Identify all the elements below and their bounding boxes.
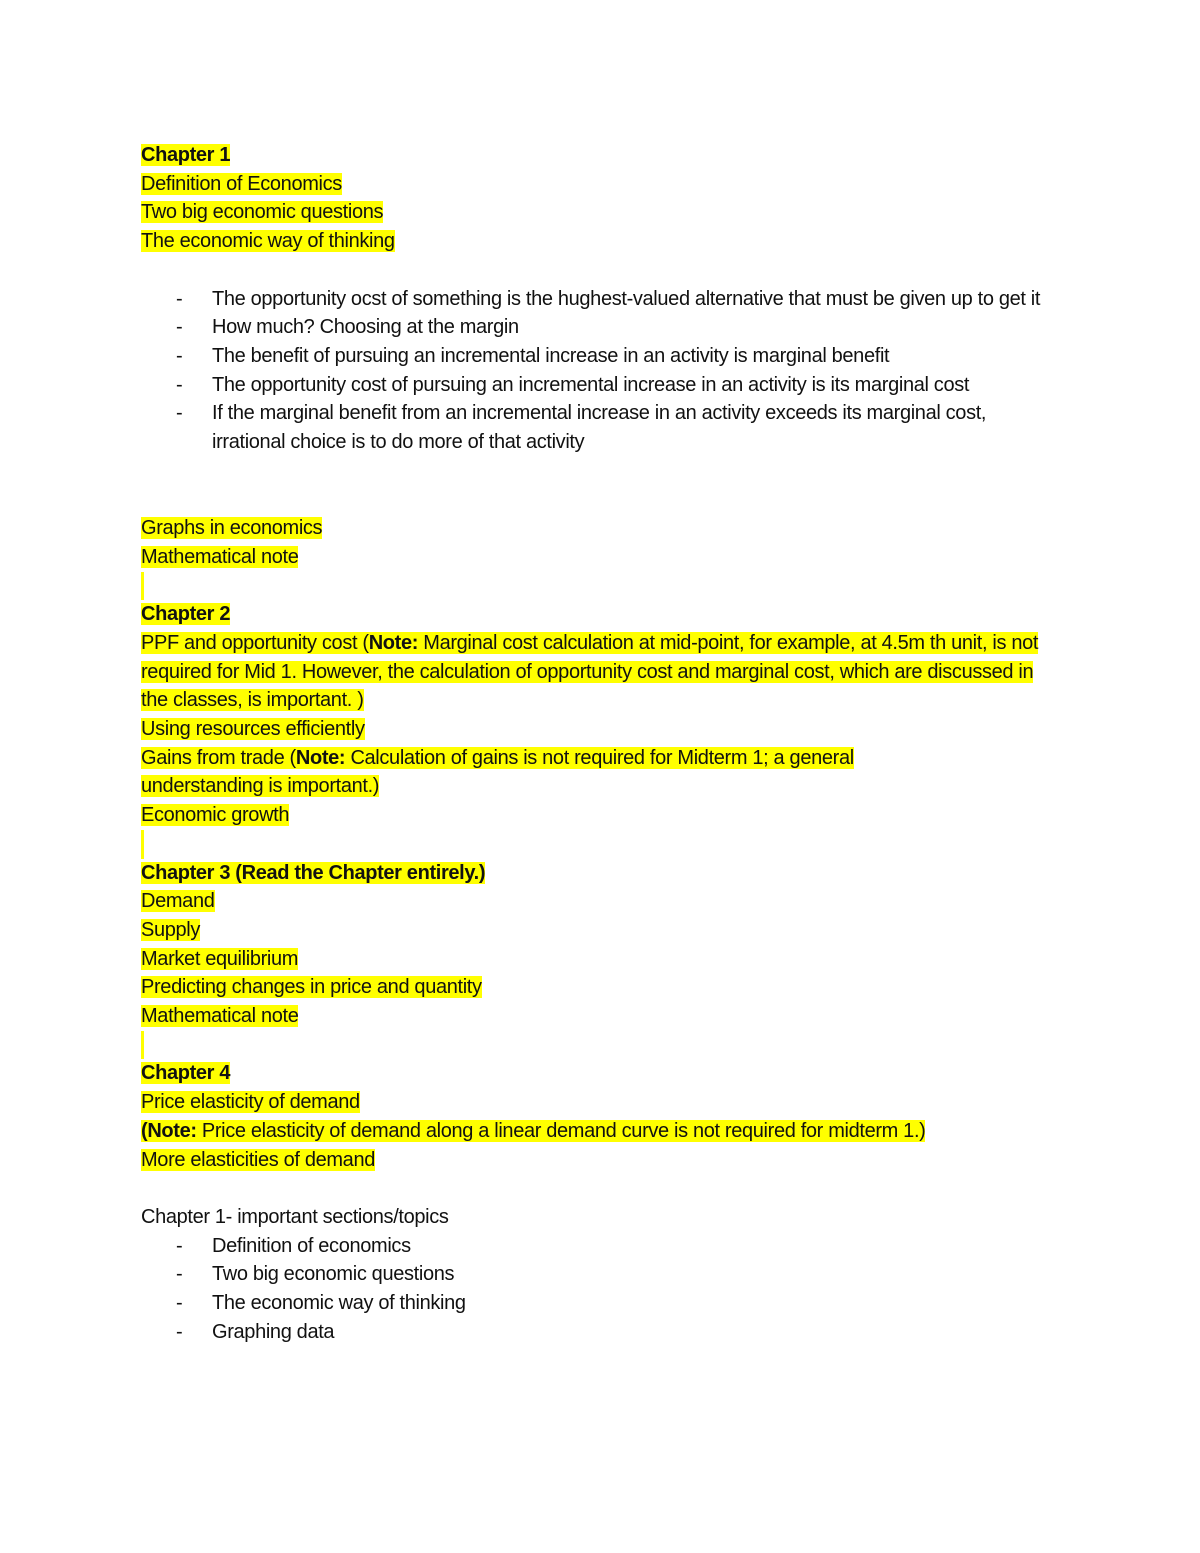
chapter-4-topic: Price elasticity of demand <box>141 1091 360 1114</box>
important-topics-heading: Chapter 1- important sections/topics <box>141 1205 449 1228</box>
chapter-4-note: (Note: Price elasticity of demand along a linear demand curve is not required for midterm 1.) <box>141 1119 926 1142</box>
chapter-1-topic: Definition of Economics <box>141 172 342 195</box>
chapter-3-topic: Demand <box>141 890 215 913</box>
chapter-4-topic: More elasticities of demand <box>141 1148 375 1171</box>
document-page <box>141 141 1061 1346</box>
list-item: - Graphing data <box>176 1320 335 1343</box>
chapter-1-extra-topic: Graphs in economics <box>141 517 323 540</box>
chapter-2-gains-note: Gains from trade (Note: Calculation of gains is not required for Midterm 1; a general understanding is important.) <box>141 746 854 798</box>
list-item: - If the marginal benefit from an incremental increase in an activity exceeds its marginal cost, irrational choice is to do more of that activity <box>176 402 987 454</box>
chapter-1-topic: Two big economic questions <box>141 201 384 224</box>
chapter-2-heading: Chapter 2 <box>141 603 231 626</box>
chapter-3-topic: Supply <box>141 918 201 941</box>
chapter-4-heading: Chapter 4 <box>141 1062 231 1085</box>
list-item: - The opportunity cost of pursuing an incremental increase in an activity is its marginal cost <box>176 373 970 396</box>
list-item: - Definition of economics <box>176 1234 411 1257</box>
chapter-1-extra-topic: Mathematical note <box>141 545 299 568</box>
important-topics-list <box>141 1232 1061 1347</box>
chapter-3-heading: Chapter 3 (Read the Chapter entirely.) <box>141 861 486 884</box>
chapter-2-ppf-note: PPF and opportunity cost (Note: Marginal cost calculation at mid-point, for example, at 4.5m th unit, is not required for Mid 1. However, the calculation of opportunity cost and marginal cost, which are discussed in the classes, is important. ) <box>141 631 1039 712</box>
chapter-2-topic: Economic growth <box>141 804 290 827</box>
chapter-1-bullet-list <box>141 285 1061 457</box>
chapter-2-topic: Using resources efficiently <box>141 718 365 740</box>
list-item: - How much? Choosing at the margin <box>176 316 519 339</box>
chapter-3-topic: Market equilibrium <box>141 947 299 970</box>
chapter-1-topic: The economic way of thinking <box>141 230 395 253</box>
list-item: - The opportunity ocst of something is the hughest-valued alternative that must be given up to get it <box>176 287 1041 310</box>
chapter-3-topic: Mathematical note <box>141 1005 299 1028</box>
list-item: - Two big economic questions <box>176 1263 455 1286</box>
chapter-3-topic: Predicting changes in price and quantity <box>141 976 482 999</box>
list-item: - The benefit of pursuing an incremental increase in an activity is marginal benefit <box>176 344 890 367</box>
list-item: - The economic way of thinking <box>176 1292 466 1315</box>
chapter-1-heading: Chapter 1 <box>141 144 231 166</box>
